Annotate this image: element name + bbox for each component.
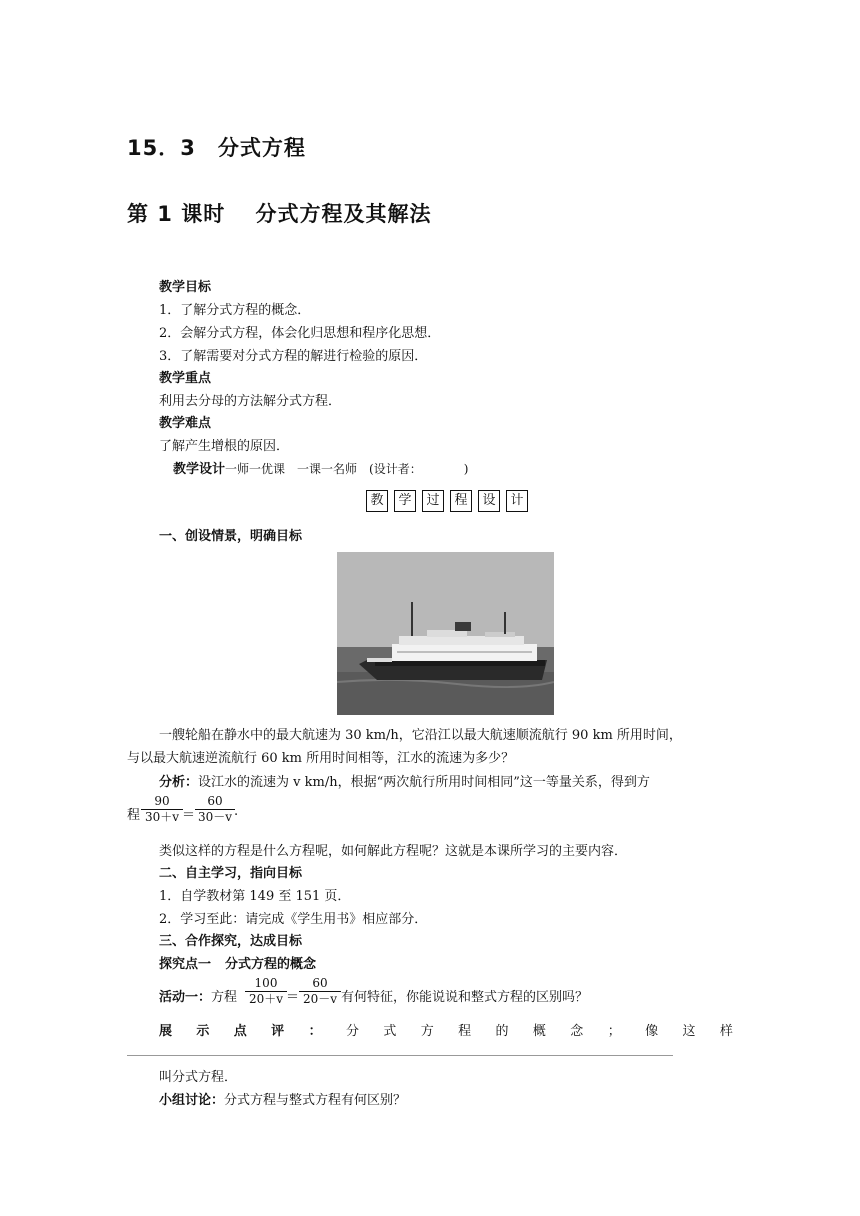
review-char: 像 bbox=[645, 1024, 659, 1039]
goals-heading: 教学目标 bbox=[159, 280, 212, 295]
section3-heading: 三、合作探究，达成目标 bbox=[159, 934, 303, 949]
design-line bbox=[173, 458, 468, 477]
activity-suffix: 有何特征，你能说说和整式方程的区别吗？ bbox=[341, 990, 589, 1005]
group-label: 小组讨论： bbox=[159, 1093, 225, 1108]
fill-in-blank-line bbox=[127, 1055, 673, 1056]
process-box: 教 bbox=[366, 490, 388, 512]
equals-sign: ＝ bbox=[182, 808, 196, 823]
activity-line bbox=[159, 986, 237, 1005]
group-text: 分式方程与整式方程有何区别？ bbox=[224, 1093, 407, 1108]
review-char: 念 bbox=[570, 1024, 584, 1039]
fraction-upstream bbox=[195, 794, 235, 825]
key-point-heading: 教学重点 bbox=[159, 371, 212, 386]
review-char: 展 bbox=[159, 1024, 173, 1039]
exploration-point bbox=[159, 953, 316, 972]
fraction-downstream bbox=[141, 794, 183, 825]
fraction-numerator: 60 bbox=[312, 976, 328, 990]
point-label: 探究点一 bbox=[159, 957, 212, 972]
section2-item: 1．自学教材第 149 至 151 页． bbox=[159, 889, 351, 904]
problem-line1: 一艘轮船在静水中的最大航速为 30 km/h，它沿江以最大航速顺流航行 90 km 所用时间， bbox=[159, 728, 682, 743]
review-char: ； bbox=[607, 1024, 621, 1039]
analysis-label: 分析： bbox=[159, 775, 199, 790]
goal-item: 2．会解分式方程，体会化归思想和程序化思想． bbox=[159, 326, 441, 341]
analysis-text: 设江水的流速为 v km/h，根据“两次航行所用时间相同”这一等量关系，得到方 bbox=[198, 775, 650, 790]
goal-item: 3．了解需要对分式方程的解进行检验的原因． bbox=[159, 349, 428, 364]
review-char: 的 bbox=[495, 1024, 509, 1039]
review-char: 这 bbox=[682, 1024, 696, 1039]
analysis-line bbox=[159, 771, 650, 790]
activity-prefix: 方程 bbox=[211, 990, 238, 1005]
review-char: 样 bbox=[719, 1024, 733, 1039]
section1-heading: 一、创设情景，明确目标 bbox=[159, 529, 303, 544]
process-box-row bbox=[366, 489, 534, 512]
equation-end: . bbox=[234, 804, 239, 819]
fraction-denominator: 20－v bbox=[302, 992, 338, 1006]
equation-prefix: 程 bbox=[127, 808, 141, 823]
review-char: 概 bbox=[532, 1024, 546, 1039]
fraction-numerator: 90 bbox=[154, 794, 170, 808]
fraction-activity-left bbox=[245, 976, 287, 1007]
fraction-denominator: 20＋v bbox=[248, 992, 284, 1006]
key-point-text: 利用去分母的方法解分式方程． bbox=[159, 394, 342, 409]
process-box: 计 bbox=[506, 490, 528, 512]
goal-item: 1．了解分式方程的概念． bbox=[159, 303, 311, 318]
process-box: 设 bbox=[478, 490, 500, 512]
review-line bbox=[159, 1020, 733, 1039]
section2-heading: 二、自主学习，指向目标 bbox=[159, 866, 303, 881]
difficulty-text: 了解产生增根的原因． bbox=[159, 439, 290, 454]
review-char: 评 bbox=[271, 1024, 285, 1039]
difficulty-heading: 教学难点 bbox=[159, 416, 212, 431]
activity-label: 活动一： bbox=[159, 990, 212, 1005]
point-title: 分式方程的概念 bbox=[225, 957, 317, 972]
problem-line2: 与以最大航速逆流航行 60 km 所用时间相等，江水的流速为多少？ bbox=[127, 751, 515, 766]
process-box: 程 bbox=[450, 490, 472, 512]
equals-sign: ＝ bbox=[286, 990, 300, 1005]
review-char: 方 bbox=[420, 1024, 434, 1039]
lesson-title: 第 1 课时 分式方程及其解法 bbox=[127, 202, 432, 226]
review-char: 分 bbox=[345, 1024, 359, 1039]
section-title: 15．3 分式方程 bbox=[127, 136, 306, 160]
intro-text: 类似这样的方程是什么方程呢，如何解此方程呢？这就是本课所学习的主要内容． bbox=[159, 844, 628, 859]
review-char: 程 bbox=[458, 1024, 472, 1039]
process-box: 学 bbox=[394, 490, 416, 512]
review-continuation: 叫分式方程． bbox=[159, 1070, 238, 1085]
review-char: 点 bbox=[233, 1024, 247, 1039]
process-box: 过 bbox=[422, 490, 444, 512]
ship-photo bbox=[337, 552, 554, 715]
review-char: ： bbox=[308, 1024, 322, 1039]
design-label: 教学设计 bbox=[173, 462, 226, 477]
group-discussion bbox=[159, 1089, 406, 1108]
fraction-numerator: 60 bbox=[207, 794, 223, 808]
review-char: 示 bbox=[196, 1024, 210, 1039]
fraction-denominator: 30－v bbox=[197, 810, 233, 824]
design-note: 一师一优课 一课一名师 (设计者： ) bbox=[225, 462, 469, 476]
review-char: 式 bbox=[383, 1024, 397, 1039]
fraction-denominator: 30＋v bbox=[144, 810, 180, 824]
fraction-numerator: 100 bbox=[254, 976, 278, 990]
section2-item: 2．学习至此：请完成《学生用书》相应部分． bbox=[159, 912, 428, 927]
fraction-activity-right bbox=[299, 976, 341, 1007]
